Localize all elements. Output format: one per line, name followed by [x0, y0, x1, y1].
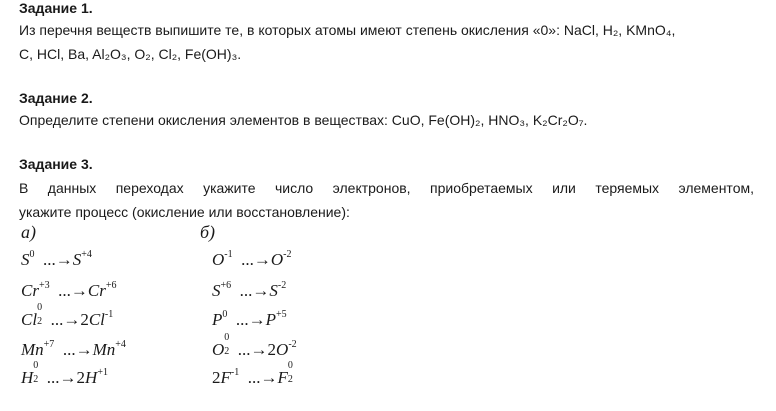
- oxidation-state: +6: [105, 280, 117, 291]
- index-stack: [287, 360, 293, 388]
- task-3-line-2: укажите процесс (окисление или восстановление):: [19, 204, 350, 220]
- element-symbol: Mn: [92, 340, 116, 359]
- element-symbol: H: [85, 368, 98, 387]
- element-symbol: F: [277, 368, 288, 387]
- transition-b-1: [212, 250, 292, 270]
- element-symbol: Cr: [87, 281, 106, 300]
- coefficient: 2: [80, 310, 89, 329]
- task-1-title: Задание 1.: [19, 0, 93, 16]
- transition-a-3: [21, 302, 114, 330]
- atom-count: 2: [33, 374, 39, 385]
- task-3-line-1: В данных переходах укажите число электронов, приобретаемых или теряемых элементом,: [19, 180, 754, 196]
- element-symbol: S: [72, 250, 82, 269]
- transition-arrow: ...→: [49, 281, 88, 300]
- element-symbol: Cl: [21, 310, 38, 329]
- transition-b-2: [212, 281, 286, 301]
- transition-b-5: [212, 360, 293, 388]
- transition-a-1: [21, 250, 92, 270]
- oxidation-state: +3: [38, 280, 50, 291]
- index-stack: [37, 302, 43, 330]
- oxidation-state: 0: [222, 309, 228, 320]
- element-symbol: S: [212, 281, 221, 300]
- transition-arrow: ...→: [231, 281, 270, 300]
- oxidation-state: 0: [37, 302, 43, 313]
- task-1-line-2: C, HCl, Ba, Al₂O₃, O₂, Cl₂, Fe(OH)₃.: [19, 46, 242, 62]
- task-1-line-1: Из перечня веществ выпишите те, в которых атомы имеют степень окисления «0»: NaCl, H₂, KMnO₄,: [19, 22, 676, 38]
- oxidation-state: -2: [277, 280, 287, 291]
- element-symbol: O: [212, 340, 225, 359]
- task-2-title: Задание 2.: [19, 90, 93, 106]
- oxidation-state: -1: [224, 249, 233, 260]
- coefficient: 2: [212, 368, 221, 387]
- coefficient: 2: [267, 340, 277, 359]
- oxidation-state: -1: [104, 309, 114, 320]
- oxidation-state: -2: [283, 249, 292, 260]
- transition-arrow: ...→: [54, 340, 93, 359]
- transition-arrow: ...→: [38, 368, 77, 387]
- oxidation-state: 0: [33, 360, 39, 371]
- transition-a-2: [21, 281, 116, 301]
- index-stack: [224, 332, 230, 360]
- element-symbol: F: [220, 368, 231, 387]
- column-a-label: а): [21, 222, 36, 242]
- element-symbol: Cl: [88, 310, 105, 329]
- element-symbol: Cr: [21, 281, 39, 300]
- coefficient: 2: [76, 368, 86, 387]
- element-symbol: S: [21, 250, 30, 269]
- element-symbol: O: [276, 340, 289, 359]
- element-symbol: O: [212, 250, 225, 269]
- oxidation-state: 0: [287, 360, 293, 371]
- oxidation-state: +1: [97, 367, 108, 378]
- oxidation-state: -2: [288, 339, 297, 350]
- oxidation-state: +4: [115, 339, 126, 350]
- oxidation-state: 0: [224, 332, 230, 343]
- transition-b-4: [212, 332, 297, 360]
- element-symbol: P: [265, 310, 277, 329]
- element-symbol: O: [270, 250, 284, 269]
- oxidation-state: +6: [220, 280, 232, 291]
- transition-arrow: ...→: [227, 310, 266, 329]
- element-symbol: S: [269, 281, 278, 300]
- atom-count: 2: [224, 346, 230, 357]
- oxidation-state: 0: [29, 249, 35, 260]
- task-3-title: Задание 3.: [19, 156, 93, 172]
- task-2-line-1: Определите степени окисления элементов в веществах: CuO, Fe(OH)₂, HNO₃, K₂Cr₂O₇.: [19, 112, 588, 128]
- oxidation-state: -1: [230, 367, 240, 378]
- column-b-label: б): [200, 222, 216, 242]
- transition-arrow: ...→: [229, 340, 268, 359]
- oxidation-state: +4: [81, 249, 92, 260]
- oxidation-state: +7: [43, 339, 55, 350]
- index-stack: [33, 360, 39, 388]
- transition-arrow: ...→: [239, 368, 278, 387]
- transition-b-3: [212, 310, 287, 330]
- oxidation-state: +5: [276, 309, 287, 320]
- element-symbol: H: [21, 368, 34, 387]
- atom-count: 2: [287, 374, 293, 385]
- element-symbol: Mn: [21, 340, 44, 359]
- transition-arrow: ...→: [34, 250, 73, 269]
- transition-arrow: ...→: [232, 250, 271, 269]
- transition-arrow: ...→: [42, 310, 81, 329]
- element-symbol: P: [212, 310, 223, 329]
- atom-count: 2: [37, 316, 43, 327]
- transition-a-4: [21, 340, 126, 360]
- transition-a-5: [21, 360, 108, 388]
